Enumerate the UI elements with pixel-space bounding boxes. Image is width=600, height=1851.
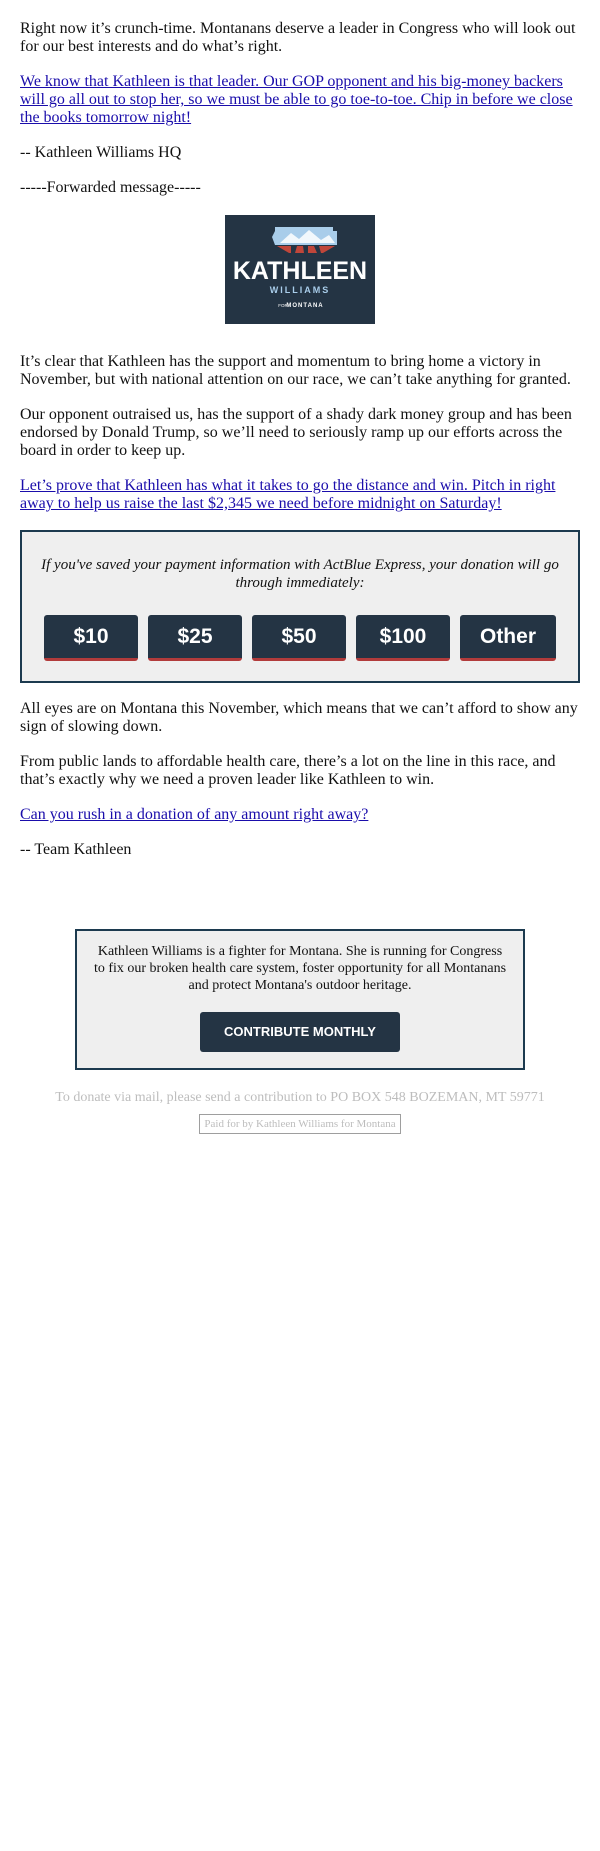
actblue-note: If you've saved your payment information with ActBlue Express, your donation will go through immediately:: [41, 557, 559, 591]
donate-100-button[interactable]: $100: [356, 615, 450, 661]
donation-box: [20, 530, 580, 683]
hq-signature: -- Kathleen Williams HQ: [20, 144, 182, 161]
donate-50-button[interactable]: $50: [252, 615, 346, 661]
logo-for: FOR: [278, 303, 288, 308]
team-signature: -- Team Kathleen: [20, 841, 132, 858]
footer-box: [75, 929, 525, 1070]
rush-donation-link[interactable]: Can you rush in a donation of any amount right away?: [20, 806, 369, 823]
logo-subname: WILLIAMS: [269, 285, 331, 295]
prove-link-paragraph: [20, 477, 580, 513]
forwarded-message-divider: -----Forwarded message-----: [20, 179, 201, 196]
donate-25-button[interactable]: $25: [148, 615, 242, 661]
logo-row: [20, 215, 580, 329]
footer-blurb: Kathleen Williams is a fighter for Montana. She is running for Congress to fix our broken health care system, foster opportunity for all Montanans and protect Montana's outdoor heritage.: [93, 944, 507, 993]
mail-donation-note: To donate via mail, please send a contribution to PO BOX 548 BOZEMAN, MT 59771: [55, 1090, 545, 1105]
intro-link-paragraph: [20, 73, 580, 127]
donate-other-button[interactable]: Other: [460, 615, 556, 661]
opponent-paragraph: Our opponent outraised us, has the support of a shady dark money group and has been endorsed by Donald Trump, so we’ll need to seriously ramp up our efforts across the board in order to keep up.: [20, 406, 572, 459]
public-lands-paragraph: From public lands to affordable health care, there’s a lot on the line in this race, and that’s exactly why we need a proven leader like Kathleen to win.: [20, 753, 556, 788]
paid-for-row: [20, 1114, 580, 1134]
donate-10-button[interactable]: $10: [44, 615, 138, 661]
logo-graphic: [225, 215, 375, 324]
pitch-in-link[interactable]: Let’s prove that Kathleen has what it takes to go the distance and win. Pitch in right away to help us raise the last $2,345 we need before midnight on Saturday!: [20, 477, 556, 512]
paid-for-disclaimer: Paid for by Kathleen Williams for Montana: [199, 1114, 400, 1134]
rush-link-paragraph: [20, 806, 580, 824]
chip-in-link[interactable]: We know that Kathleen is that leader. Our GOP opponent and his big-money backers will go all out to stop her, so we must be able to go toe-to-toe. Chip in before we close the books tomorrow night!: [20, 73, 573, 126]
support-paragraph: It’s clear that Kathleen has the support and momentum to bring home a victory in November, but with national attention on our race, we can’t take anything for granted.: [20, 353, 571, 388]
donation-button-row: [32, 615, 568, 661]
eyes-paragraph: All eyes are on Montana this November, which means that we can’t afford to show any sign of slowing down.: [20, 700, 578, 735]
logo-state: MONTANA: [286, 303, 324, 309]
intro-paragraph: Right now it’s crunch-time. Montanans deserve a leader in Congress who will look out for our best interests and do what’s right.: [20, 20, 576, 55]
logo-name: KATHLEEN: [232, 257, 368, 285]
kathleen-williams-logo[interactable]: [225, 215, 375, 324]
contribute-monthly-button[interactable]: CONTRIBUTE MONTHLY: [200, 1012, 400, 1052]
